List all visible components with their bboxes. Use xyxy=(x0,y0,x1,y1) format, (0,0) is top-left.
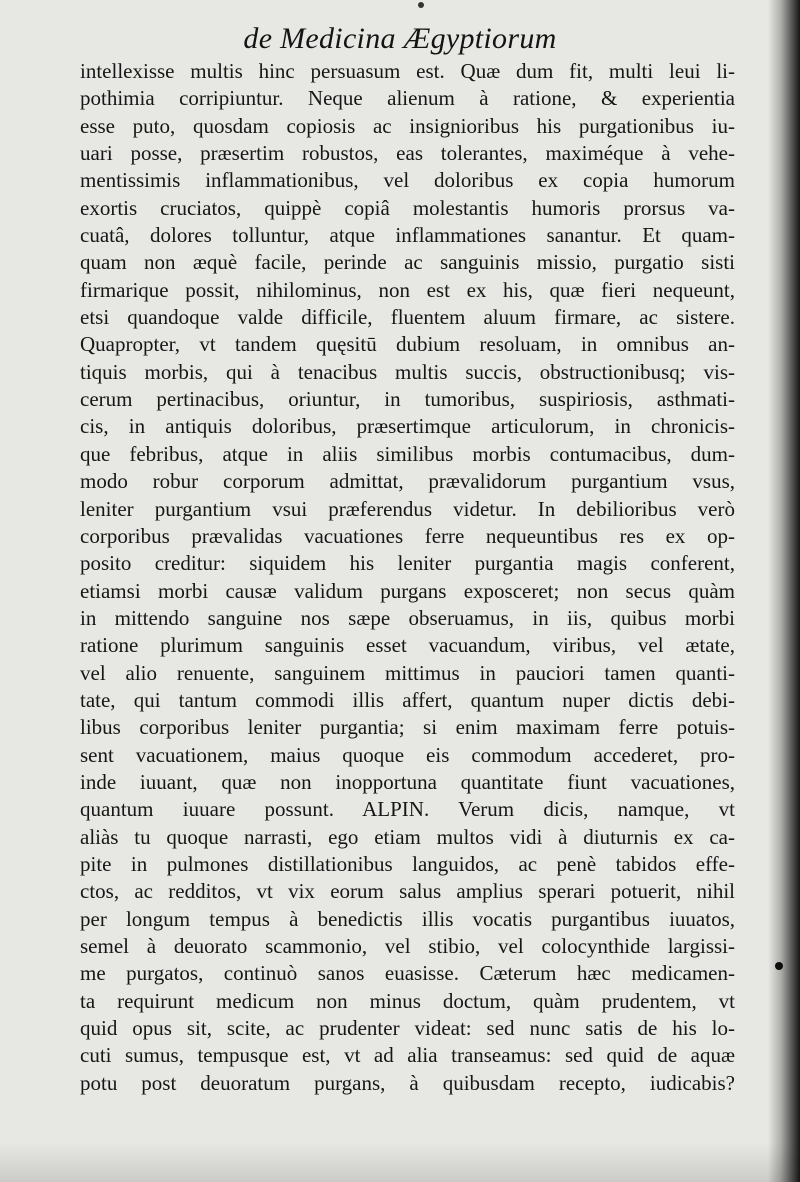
text-line: tate, qui tantum commodi illis affert, quantum nuper dictis debi- xyxy=(80,687,735,712)
page-bottom-shadow xyxy=(0,1142,800,1182)
text-line: corporibus prævalidas vacuationes ferre nequeuntibus res ex op- xyxy=(80,523,735,548)
text-line: sent vacuationem, maius quoque eis commodum accederet, pro- xyxy=(80,742,735,767)
text-line: me purgatos, continuò sanos euasisse. Cæterum hæc medicamen- xyxy=(80,961,735,986)
text-line: leniter purgantium vsui præferendus videtur. In debilioribus verò xyxy=(80,496,735,521)
text-line: etsi quandoque valde difficile, fluentem aluum firmare, ac sistere. xyxy=(80,305,735,330)
text-line: Quapropter, vt tandem quęsitū dubium resoluam, in omnibus an- xyxy=(80,332,735,357)
text-line: ratione plurimum sanguinis esset vacuandum, viribus, vel ætate, xyxy=(80,633,735,658)
text-line: in mittendo sanguine nos sæpe obseruamus, in iis, quibus morbi xyxy=(80,605,735,630)
text-line: quantum iuuare possunt. ALPIN. Verum dicis, namque, vt xyxy=(80,797,735,822)
text-line: esse puto, quosdam copiosis ac insignioribus his purgationibus iu- xyxy=(80,113,735,138)
text-line: intellexisse multis hinc persuasum est. Quæ dum fit, multi leui li- xyxy=(80,59,735,83)
text-line: posito creditur: siquidem his leniter purgantia magis conferent, xyxy=(80,551,735,576)
text-line: vel alio renuente, sanguinem mittimus in pauciori tamen quanti- xyxy=(80,660,735,685)
text-line: potu post deuoratum purgans, à quibusdam recepto, iudicabis? xyxy=(80,1070,735,1095)
text-line: firmarique possit, nihilominus, non est ex his, quæ fieri nequeunt, xyxy=(80,277,735,302)
text-line: cuatâ, dolores tolluntur, atque inflammationes sanantur. Et quam- xyxy=(80,223,735,248)
text-line: ta requirunt medicum non minus doctum, quàm prudentem, vt xyxy=(80,988,735,1013)
text-line: cerum pertinacibus, oriuntur, in tumoribus, suspiriosis, asthmati- xyxy=(80,387,735,412)
text-line: per longum tempus à benedictis illis vocatis purgantibus iuuatos, xyxy=(80,906,735,931)
text-line: mentissimis inflammationibus, vel doloribus ex copia humorum xyxy=(80,168,735,193)
text-line: modo robur corporum admittat, prævalidorum purgantium vsus, xyxy=(80,469,735,494)
text-line: pothimia corripiuntur. Neque alienum à ratione, & experientia xyxy=(80,86,735,111)
text-line: uari posse, præsertim robustos, eas tolerantes, maximéque à vehe- xyxy=(80,141,735,166)
text-line: semel à deuorato scammonio, vel stibio, vel colocynthide largissi- xyxy=(80,934,735,958)
text-line: ctos, ac redditos, vt vix eorum salus amplius sperari potuerit, nihil xyxy=(80,879,735,904)
running-head: de Medicina Ægyptiorum xyxy=(243,22,557,55)
text-line: que febribus, atque in aliis similibus morbis contumacibus, dum- xyxy=(80,441,735,466)
body-text xyxy=(80,58,735,1097)
text-line: libus corporibus leniter purgantia; si enim maximam ferre potuis- xyxy=(80,715,735,740)
text-line: cuti sumus, tempusque est, vt ad alia transeamus: sed quid de aquæ xyxy=(80,1043,735,1068)
text-line: cis, in antiquis doloribus, præsertimque articulorum, in chronicis- xyxy=(80,414,735,439)
text-line: aliàs tu quoque narrasti, ego etiam multos vidi à diuturnis ex ca- xyxy=(80,824,735,849)
ink-speck xyxy=(418,2,424,8)
text-line: pite in pulmones distillationibus languidos, ac penè tabidos effe- xyxy=(80,851,735,876)
text-line: etiamsi morbi causæ validum purgans exposceret; non secus quàm xyxy=(80,578,735,603)
gutter-shadow xyxy=(768,0,800,1182)
text-line: quam non æquè facile, perinde ac sanguinis missio, purgatio sisti xyxy=(80,250,735,275)
text-line: tiquis morbis, qui à tenacibus multis succis, obstructionibusq; vis- xyxy=(80,359,735,384)
text-line: quid opus sit, scite, ac prudenter videat: sed nunc satis de his lo- xyxy=(80,1016,735,1041)
text-line: exortis cruciatos, quippè copiâ molestantis humoris prorsus va- xyxy=(80,195,735,220)
text-line: inde iuuant, quæ non inopportuna quantitate fiunt vacuationes, xyxy=(80,769,735,794)
